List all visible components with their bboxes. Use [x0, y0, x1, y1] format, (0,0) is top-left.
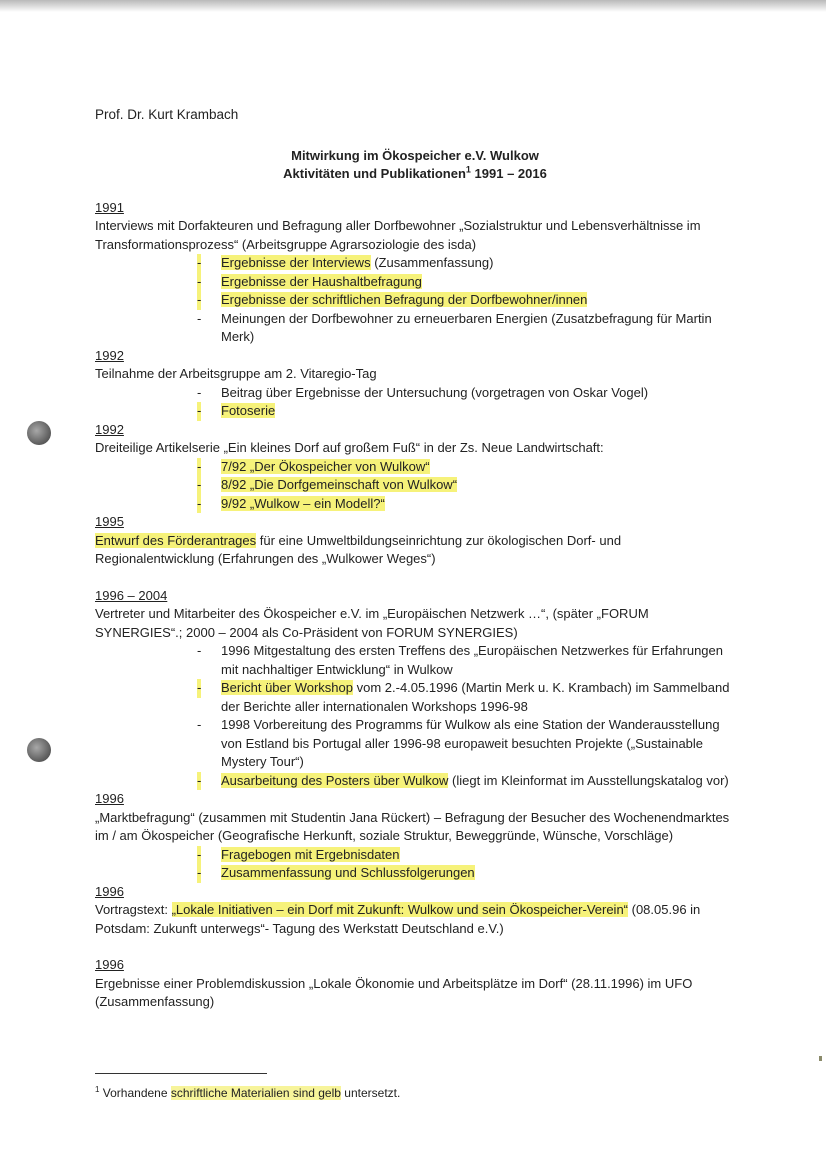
punch-hole-lower — [27, 738, 51, 762]
scan-speck — [819, 1056, 822, 1061]
section-year: 1992 — [95, 421, 124, 437]
section-year: 1995 — [95, 514, 124, 529]
section-1992-articles — [95, 421, 735, 514]
list-item: - Fragebogen mit Ergebnisdaten — [197, 846, 735, 865]
section-year: 1996 — [95, 791, 124, 806]
description-text: für eine Umweltbildungseinrichtung zur ökologischen Dorf- und Regionalentwicklung (Erfahrungen des „Wulkower Weges“) — [95, 532, 622, 566]
list-item: - 8/92 „Die Dorfgemeinschaft von Wulkow“ — [197, 476, 735, 495]
document-page — [95, 106, 735, 1012]
section-description — [95, 901, 735, 938]
section-description: Teilnahme der Arbeitsgruppe am 2. Vitaregio-Tag — [95, 366, 377, 381]
title-line-1: Mitwirkung im Ökospeicher e.V. Wulkow — [291, 147, 539, 163]
highlighted-text: Ausarbeitung des Posters über Wulkow — [221, 772, 449, 788]
list-item: - 1998 Vorbereitung des Programms für Wulkow als eine Station der Wanderausstellung von Estland bis Portugal aller 1996-98 europaweit besuchten Projekte („Sustainable Mystery Tour“) — [197, 717, 720, 769]
item-text: Meinungen der Dorfbewohner zu erneuerbaren Energien (Zusatzbefragung für Martin Merk) — [221, 310, 712, 344]
footnote — [95, 1082, 400, 1101]
item-text: (liegt im Kleinformat im Ausstellungskatalog vor) — [448, 772, 729, 788]
list-item: - 7/92 „Der Ökospeicher von Wulkow“ — [197, 458, 735, 477]
section-1995 — [95, 513, 735, 569]
item-text: (Zusammenfassung) — [370, 255, 494, 270]
highlighted-text: Bericht über Workshop — [221, 680, 353, 695]
section-description: Dreiteilige Artikelserie „Ein kleines Dorf auf großem Fuß“ in der Zs. Neue Landwirtschaft: — [95, 440, 604, 455]
list-item: - Beitrag über Ergebnisse der Untersuchung (vorgetragen von Oskar Vogel) — [197, 384, 649, 400]
material-list — [95, 384, 735, 421]
footnote-prefix: Vorhandene — [99, 1086, 171, 1100]
section-description — [95, 532, 735, 569]
highlighted-text: schriftliche Materialien sind gelb — [170, 1086, 341, 1100]
punch-hole-upper — [27, 421, 51, 445]
author-name: Prof. Dr. Kurt Krambach — [95, 107, 239, 122]
highlighted-text: Zusammenfassung und Schlussfolgerungen — [221, 865, 475, 880]
highlighted-text: 8/92 „Die Dorfgemeinschaft von Wulkow“ — [221, 477, 458, 492]
list-item: - Ergebnisse der schriftlichen Befragung der Dorfbewohner/innen — [197, 291, 735, 310]
section-description: Ergebnisse einer Problemdiskussion „Lokale Ökonomie und Arbeitsplätze im Dorf“ (28.11.1996) im UFO (Zusammenfassung) — [95, 975, 693, 1009]
highlighted-text: Ergebnisse der Interviews — [221, 255, 371, 270]
section-year: 1996 — [95, 883, 124, 899]
title-line-2-suffix: 1991 – 2016 — [470, 165, 547, 181]
material-list — [95, 458, 735, 514]
list-item: - 1996 Mitgestaltung des ersten Treffens des „Europäischen Netzwerkes für Erfahrungen mit nachhaltiger Entwicklung“ in Wulkow — [197, 643, 723, 677]
material-list — [95, 642, 735, 790]
material-list — [95, 254, 735, 347]
list-item: - Ergebnisse der Haushaltbefragung — [197, 273, 735, 292]
title-footnote-mark: 1 — [465, 164, 471, 175]
section-description: Vertreter und Mitarbeiter des Ökospeicher e.V. im „Europäischen Netzwerk …“, (später „FORUM SYNERGIES“.; 2000 – 2004 als Co-Präsident von FORUM SYNERGIES) — [95, 606, 649, 640]
section-1992-vitaregio — [95, 347, 735, 421]
description-prefix: Vortragstext: — [95, 902, 172, 917]
title-line-2-prefix: Aktivitäten und Publikationen — [283, 165, 466, 181]
highlighted-text: „Lokale Initiativen – ein Dorf mit Zukunft: Wulkow und sein Ökospeicher-Verein“ — [171, 902, 629, 917]
footnote-mark: 1 — [95, 1085, 100, 1094]
highlighted-text: Fragebogen mit Ergebnisdaten — [221, 846, 400, 862]
list-item: - Ausarbeitung des Posters über Wulkow (liegt im Kleinformat im Ausstellungskatalog vor) — [197, 772, 735, 791]
title-line-2 — [95, 165, 735, 183]
item-text: 1996 Mitgestaltung des ersten Treffens des „Europäischen Netzwerkes für Erfahrungen mit nachhaltiger Entwicklung“ in Wulkow — [221, 643, 723, 677]
item-text: Beitrag über Ergebnisse der Untersuchung (vorgetragen von Oskar Vogel) — [221, 384, 649, 400]
item-text: 1998 Vorbereitung des Programms für Wulkow als eine Station der Wanderausstellung von Estland bis Portugal aller 1996-98 europaweit besuchten Projekte („Sustainable Mystery Tour“) — [221, 717, 720, 769]
footnote-divider — [95, 1073, 267, 1074]
highlighted-text: Fotoserie — [221, 403, 276, 418]
section-description: Interviews mit Dorfakteuren und Befragung aller Dorfbewohner „Sozialstruktur und Lebensverhältnisse im Transformationsprozess“ (Arbeitsgruppe Agrarsoziologie des isda) — [95, 218, 701, 252]
highlighted-text: 7/92 „Der Ökospeicher von Wulkow“ — [221, 458, 430, 474]
scan-top-edge — [0, 0, 826, 12]
list-item: - 9/92 „Wulkow – ein Modell?“ — [197, 495, 735, 514]
list-item: - Ergebnisse der Interviews (Zusammenfassung) — [197, 254, 735, 273]
section-year: 1991 — [95, 199, 124, 215]
section-1991 — [95, 199, 735, 347]
description-text: (08.05.96 in Potsdam: Zukunft unterwegs“- Tagung des Werkstatt Deutschland e.V.) — [95, 902, 701, 936]
highlighted-text: Ergebnisse der Haushaltbefragung — [221, 273, 422, 289]
highlighted-text: Ergebnisse der schriftlichen Befragung der Dorfbewohner/innen — [221, 292, 588, 307]
list-item: - Fotoserie — [197, 402, 735, 421]
item-text: vom 2.-4.05.1996 (Martin Merk u. K. Krambach) im Sammelband der Berichte aller internationalen Workshops 1996-98 — [221, 680, 730, 714]
section-1996-market-survey — [95, 790, 735, 883]
section-description: „Marktbefragung“ (zusammen mit Studentin Jana Rückert) – Befragung der Besucher des Wochenendmarktes im / am Ökospeicher (Geografische Herkunft, soziale Struktur, Beweggründe, Wünsche, Vorschläge) — [95, 809, 730, 843]
list-item: - Zusammenfassung und Schlussfolgerungen — [197, 864, 735, 883]
highlighted-text: Entwurf des Förderantrages — [95, 532, 257, 548]
section-1996-lecture — [95, 883, 735, 939]
section-1996-discussion — [95, 956, 735, 1012]
document-title — [95, 147, 735, 183]
list-item: - Meinungen der Dorfbewohner zu erneuerbaren Energien (Zusatzbefragung für Martin Merk) — [197, 310, 712, 344]
section-year: 1996 – 2004 — [95, 587, 168, 603]
section-1996-2004 — [95, 587, 735, 791]
section-year: 1992 — [95, 347, 124, 363]
list-item: - Bericht über Workshop vom 2.-4.05.1996 (Martin Merk u. K. Krambach) im Sammelband der Berichte aller internationalen Workshops 1996-98 — [197, 680, 730, 714]
highlighted-text: 9/92 „Wulkow – ein Modell?“ — [221, 495, 385, 511]
section-year: 1996 — [95, 957, 124, 972]
material-list — [95, 846, 735, 883]
footnote-suffix: untersetzt. — [340, 1086, 401, 1100]
